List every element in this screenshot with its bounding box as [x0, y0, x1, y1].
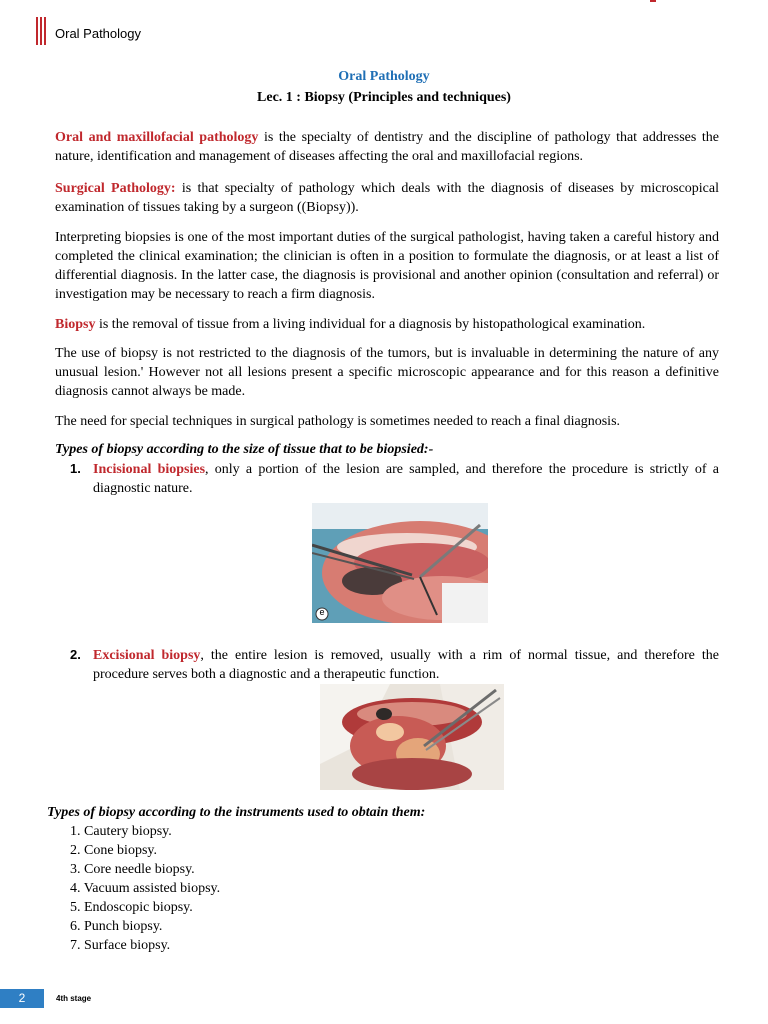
paragraph-text: is the specialty of dentistry and the discipline of pathology that addresses the nature, identification and management of diseases affecting the oral and maxillofacial regions.	[55, 130, 719, 164]
doc-title: Oral Pathology	[338, 69, 430, 84]
list-item: 5. Endoscopic biopsy.	[70, 900, 193, 915]
instrument-biopsy-list	[70, 822, 220, 955]
item-incisional	[93, 460, 719, 498]
excisional-biopsy-photo	[320, 684, 504, 790]
item-text: , the entire lesion is removed, usually with a rim of normal tissue, and therefore the procedure serves both a diagnostic and a therapeutic function.	[93, 648, 719, 682]
term-biopsy: Biopsy	[55, 317, 96, 332]
list-item: 4. Vacuum assisted biopsy.	[70, 881, 221, 896]
list-item: 1. Cautery biopsy.	[70, 824, 172, 839]
paragraph-text: is that specialty of pathology which deals with the diagnosis of diseases by microscopical examination of tissues taking by a surgeon ((Biopsy)).	[55, 181, 719, 215]
header-title: Oral Pathology	[55, 26, 141, 41]
item-number: 1.	[70, 461, 81, 476]
list-item: 7. Surface biopsy.	[70, 938, 171, 953]
page-number: 2	[0, 989, 44, 1008]
term-oral-maxillofacial: Oral and maxillofacial pathology	[55, 130, 259, 145]
heading-instrument-types: Types of biopsy according to the instruments used to obtain them:	[47, 805, 426, 820]
header-logo-bars	[36, 17, 46, 45]
paragraph-biopsy	[55, 315, 719, 334]
paragraph-use-of-biopsy: The use of biopsy is not restricted to the diagnosis of the tumors, but is invaluable in determining the nature of any unusual lesion.' However not all lesions present a specific microscopic appearance and for this reason a definitive diagnosis cannot always be made.	[55, 346, 719, 399]
heading-size-types: Types of biopsy according to the size of tissue that to be biopsied:-	[55, 442, 434, 457]
paragraph-special-techniques: The need for special techniques in surgical pathology is sometimes needed to reach a final diagnosis.	[55, 414, 621, 429]
incisional-biopsy-photo	[312, 503, 488, 623]
paragraph-surgical-pathology	[55, 179, 719, 217]
corner-mark	[650, 0, 656, 2]
doc-subtitle: Lec. 1 : Biopsy (Principles and techniques)	[257, 90, 511, 105]
item-excisional	[93, 646, 719, 684]
term-incisional: Incisional biopsies	[93, 462, 206, 477]
figure-label: e	[319, 607, 325, 617]
list-item: 2. Cone biopsy.	[70, 843, 157, 858]
list-item: 6. Punch biopsy.	[70, 919, 163, 934]
term-excisional: Excisional biopsy	[93, 648, 201, 663]
item-number: 2.	[70, 647, 81, 662]
paragraph-interpreting: Interpreting biopsies is one of the most important duties of the surgical pathologist, having taken a careful history and completed the clinical examination; the clinician is often in a position to formulate the diagnosis, or at least a list of differential diagnosis. In the latter case, the diagnosis is provisional and another opinion (consultation and referral) or investigation may be necessary to reach a firm diagnosis.	[55, 230, 719, 302]
term-surgical-pathology: Surgical Pathology:	[55, 181, 176, 196]
list-item: 3. Core needle biopsy.	[70, 862, 195, 877]
item-text: , only a portion of the lesion are sampled, and therefore the procedure is strictly of a diagnostic nature.	[93, 462, 719, 496]
paragraph-text: is the removal of tissue from a living individual for a diagnosis by histopathological examination.	[95, 317, 646, 332]
footer-stage: 4th stage	[56, 994, 92, 1003]
paragraph-oral-pathology	[55, 128, 719, 166]
